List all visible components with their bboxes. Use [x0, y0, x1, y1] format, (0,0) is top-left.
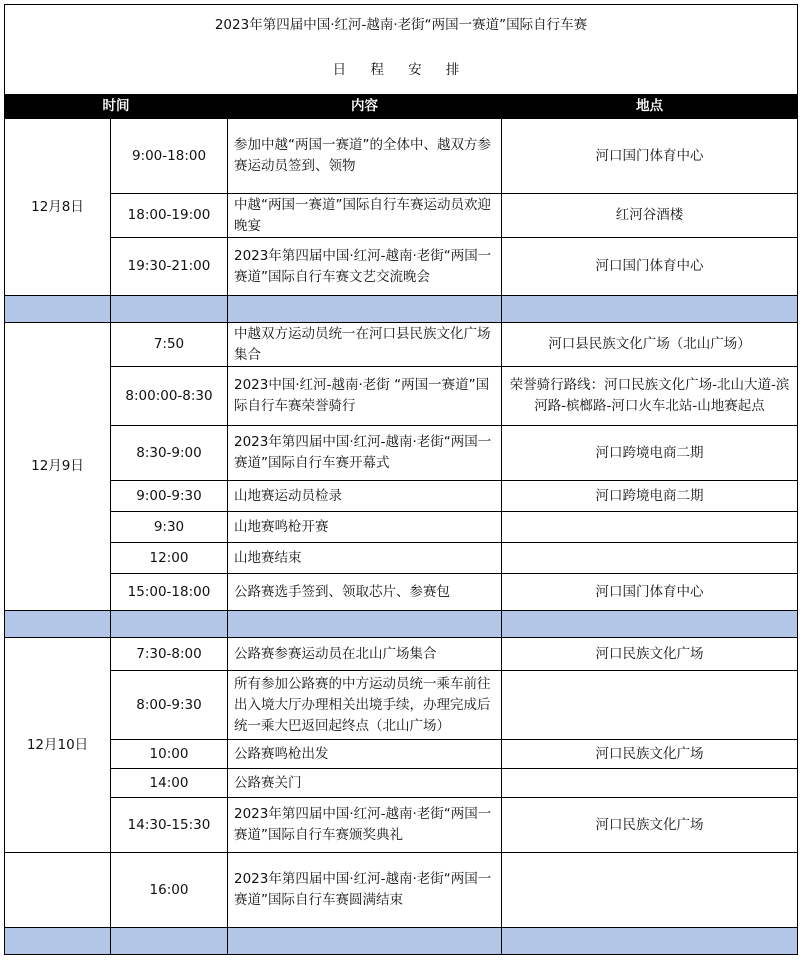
date-cell: 12月9日	[5, 323, 111, 611]
schedule-table	[4, 4, 798, 955]
content-cell: 公路赛鸣枪出发	[228, 740, 502, 769]
content-cell: 山地赛鸣枪开赛	[228, 512, 502, 543]
content-cell: 2023中国·红河-越南·老街 “两国一赛道”国际自行车赛荣誉骑行	[228, 367, 502, 426]
time-cell: 14:00	[111, 769, 228, 798]
table-row	[5, 194, 798, 238]
event-title: 2023年第四届中国·红河-越南·老街“两国一赛道”国际自行车赛	[5, 5, 798, 47]
time-cell: 14:30-15:30	[111, 798, 228, 853]
content-cell: 山地赛运动员检录	[228, 481, 502, 512]
date-cell	[5, 853, 111, 928]
time-cell: 8:30-9:00	[111, 426, 228, 481]
header-content: 内容	[228, 95, 502, 119]
page-subtitle: 日 程 安 排	[5, 47, 798, 95]
table-row	[5, 426, 798, 481]
venue-cell: 红河谷酒楼	[502, 194, 798, 238]
table-row	[5, 740, 798, 769]
table-row	[5, 323, 798, 367]
time-cell: 8:00:00-8:30	[111, 367, 228, 426]
time-cell: 9:00-9:30	[111, 481, 228, 512]
time-cell: 15:00-18:00	[111, 574, 228, 611]
date-cell: 12月10日	[5, 638, 111, 853]
time-cell: 19:30-21:00	[111, 238, 228, 296]
content-cell: 中越“两国一赛道”国际自行车赛运动员欢迎晚宴	[228, 194, 502, 238]
venue-cell: 河口国门体育中心	[502, 574, 798, 611]
time-cell: 12:00	[111, 543, 228, 574]
content-cell: 公路赛关门	[228, 769, 502, 798]
time-cell: 18:00-19:00	[111, 194, 228, 238]
venue-cell: 河口跨境电商二期	[502, 426, 798, 481]
venue-cell	[502, 769, 798, 798]
header-time: 时间	[5, 95, 228, 119]
table-row	[5, 119, 798, 194]
separator-row	[5, 611, 798, 638]
venue-cell: 河口民族文化广场	[502, 740, 798, 769]
table-row	[5, 798, 798, 853]
venue-cell: 河口民族文化广场	[502, 798, 798, 853]
time-cell: 7:30-8:00	[111, 638, 228, 671]
table-row	[5, 367, 798, 426]
venue-cell: 荣誉骑行路线：河口民族文化广场-北山大道-滨河路-槟榔路-河口火车北站-山地赛起点	[502, 367, 798, 426]
table-row	[5, 638, 798, 671]
table-row	[5, 853, 798, 928]
venue-cell	[502, 543, 798, 574]
table-row	[5, 543, 798, 574]
time-cell: 8:00-9:30	[111, 671, 228, 740]
content-cell: 山地赛结束	[228, 543, 502, 574]
content-cell: 参加中越“两国一赛道”的全体中、越双方参赛运动员签到、领物	[228, 119, 502, 194]
time-cell: 9:30	[111, 512, 228, 543]
time-cell: 7:50	[111, 323, 228, 367]
header-venue: 地点	[502, 95, 798, 119]
venue-cell	[502, 671, 798, 740]
table-row	[5, 481, 798, 512]
venue-cell: 河口跨境电商二期	[502, 481, 798, 512]
venue-cell: 河口民族文化广场	[502, 638, 798, 671]
venue-cell	[502, 512, 798, 543]
content-cell: 中越双方运动员统一在河口县民族文化广场集合	[228, 323, 502, 367]
venue-cell: 河口县民族文化广场（北山广场）	[502, 323, 798, 367]
content-cell: 2023年第四届中国·红河-越南·老街“两国一赛道”国际自行车赛圆满结束	[228, 853, 502, 928]
table-row	[5, 512, 798, 543]
venue-cell: 河口国门体育中心	[502, 119, 798, 194]
content-cell: 公路赛参赛运动员在北山广场集合	[228, 638, 502, 671]
content-cell: 2023年第四届中国·红河-越南·老街“两国一赛道”国际自行车赛颁奖典礼	[228, 798, 502, 853]
date-cell: 12月8日	[5, 119, 111, 296]
venue-cell	[502, 853, 798, 928]
venue-cell: 河口国门体育中心	[502, 238, 798, 296]
time-cell: 9:00-18:00	[111, 119, 228, 194]
time-cell: 10:00	[111, 740, 228, 769]
table-row	[5, 238, 798, 296]
table-row	[5, 671, 798, 740]
separator-row	[5, 296, 798, 323]
header-row	[5, 95, 798, 119]
content-cell: 2023年第四届中国·红河-越南·老街“两国一赛道”国际自行车赛开幕式	[228, 426, 502, 481]
separator-row	[5, 928, 798, 955]
content-cell: 公路赛选手签到、领取芯片、参赛包	[228, 574, 502, 611]
time-cell: 16:00	[111, 853, 228, 928]
table-row	[5, 574, 798, 611]
content-cell: 所有参加公路赛的中方运动员统一乘车前往出入境大厅办理相关出境手续，办理完成后统一乘大巴返回起终点（北山广场）	[228, 671, 502, 740]
table-row	[5, 769, 798, 798]
content-cell: 2023年第四届中国·红河-越南·老街“两国一赛道”国际自行车赛文艺交流晚会	[228, 238, 502, 296]
